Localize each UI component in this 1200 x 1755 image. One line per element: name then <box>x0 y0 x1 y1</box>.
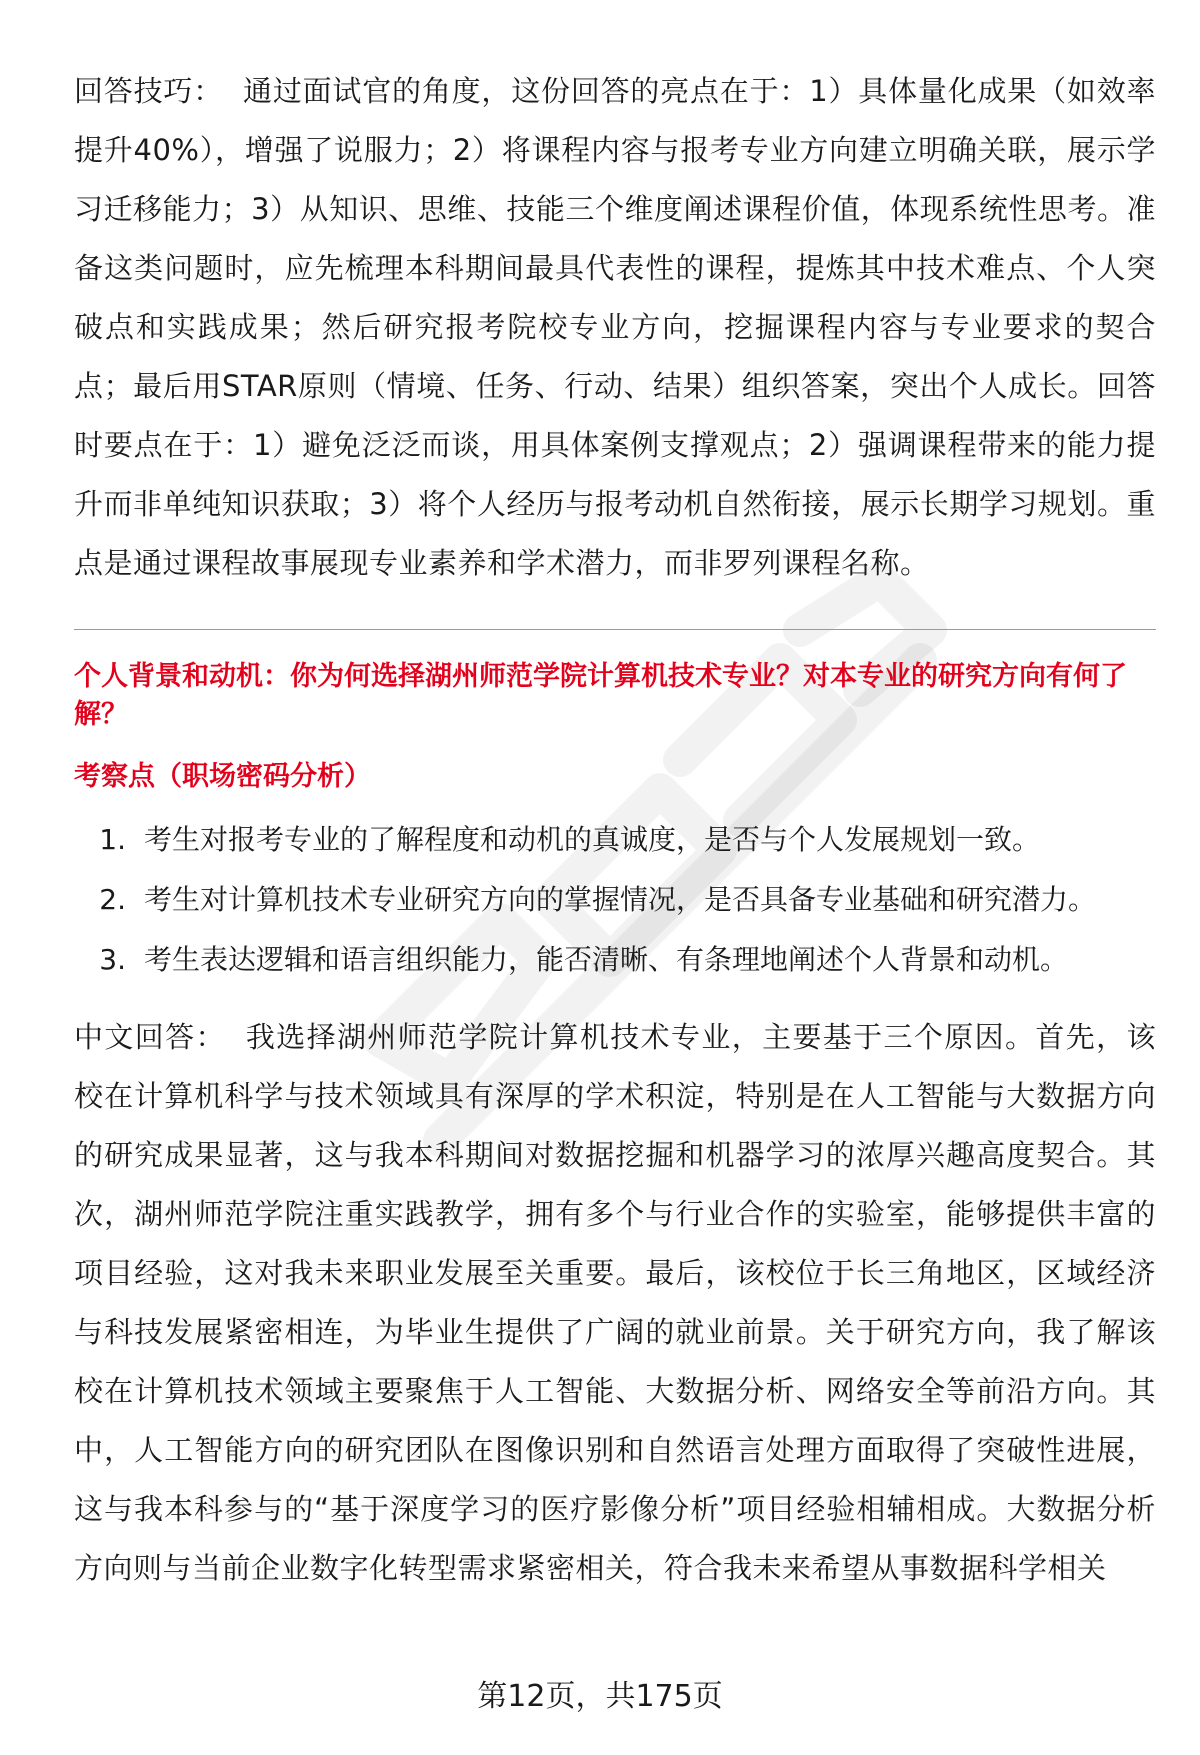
list-item <box>74 930 1156 990</box>
answer-tips-label: 回答技巧： <box>74 74 224 108</box>
list-item-text: 考生对计算机技术专业研究方向的掌握情况，是否具备专业基础和研究潜力。 <box>144 883 1097 916</box>
chinese-answer-label: 中文回答： <box>74 1020 226 1054</box>
list-item-number: 1. <box>99 823 126 856</box>
section-divider <box>74 629 1156 630</box>
list-item-text: 考生表达逻辑和语言组织能力，能否清晰、有条理地阐述个人背景和动机。 <box>144 943 1069 976</box>
list-item <box>74 810 1156 870</box>
document-page <box>74 62 1156 1598</box>
answer-tips-text: 通过面试官的角度，这份回答的亮点在于：1）具体量化成果（如效率提升40%），增强了说服力；2）将课程内容与报考专业方向建立明确关联，展示学习迁移能力；3）从知识、思维、技能三个维度阐述课程价值，体现系统性思考。准备这类问题时，应先梳理本科期间最具代表性的课程，提炼其中技术难点、个人突破点和实践成果；然后研究报考院校专业方向，挖掘课程内容与专业要求的契合点；最后用STAR原则（情境、任务、行动、结果）组织答案，突出个人成长。回答时要点在于：1）避免泛泛而谈，用具体案例支撑观点；2）强调课程带来的能力提升而非单纯知识获取；3）将个人经历与报考动机自然衔接，展示长期学习规划。重点是通过课程故事展现专业素养和学术潜力，而非罗列课程名称。 <box>74 74 1156 580</box>
chinese-answer-paragraph <box>74 1008 1156 1598</box>
chinese-answer-text: 我选择湖州师范学院计算机技术专业，主要基于三个原因。首先，该校在计算机科学与技术领域具有深厚的学术积淀，特别是在人工智能与大数据方向的研究成果显著，这与我本科期间对数据挖掘和机器学习的浓厚兴趣高度契合。其次，湖州师范学院注重实践教学，拥有多个与行业合作的实验室，能够提供丰富的项目经验，这对我未来职业发展至关重要。最后，该校位于长三角地区，区域经济与科技发展紧密相连，为毕业生提供了广阔的就业前景。关于研究方向，我了解该校在计算机技术领域主要聚焦于人工智能、大数据分析、网络安全等前沿方向。其中，人工智能方向的研究团队在图像识别和自然语言处理方面取得了突破性进展，这与我本科参与的“基于深度学习的医疗影像分析”项目经验相辅相成。大数据分析方向则与当前企业数字化转型需求紧密相关，符合我未来希望从事数据科学相关 <box>74 1020 1156 1585</box>
list-item-number: 3. <box>99 943 126 976</box>
question-title: 个人背景和动机：你为何选择湖州师范学院计算机技术专业？对本专业的研究方向有何了解？ <box>74 661 1127 730</box>
list-item-number: 2. <box>99 883 126 916</box>
assessment-points-heading: 考察点（职场密码分析） <box>74 761 371 792</box>
assessment-points-list <box>74 810 1156 990</box>
answer-tips-paragraph <box>74 62 1156 593</box>
list-item <box>74 870 1156 930</box>
list-item-text: 考生对报考专业的了解程度和动机的真诚度，是否与个人发展规划一致。 <box>144 823 1041 856</box>
page-number-footer: 第12页，共175页 <box>477 1679 723 1714</box>
